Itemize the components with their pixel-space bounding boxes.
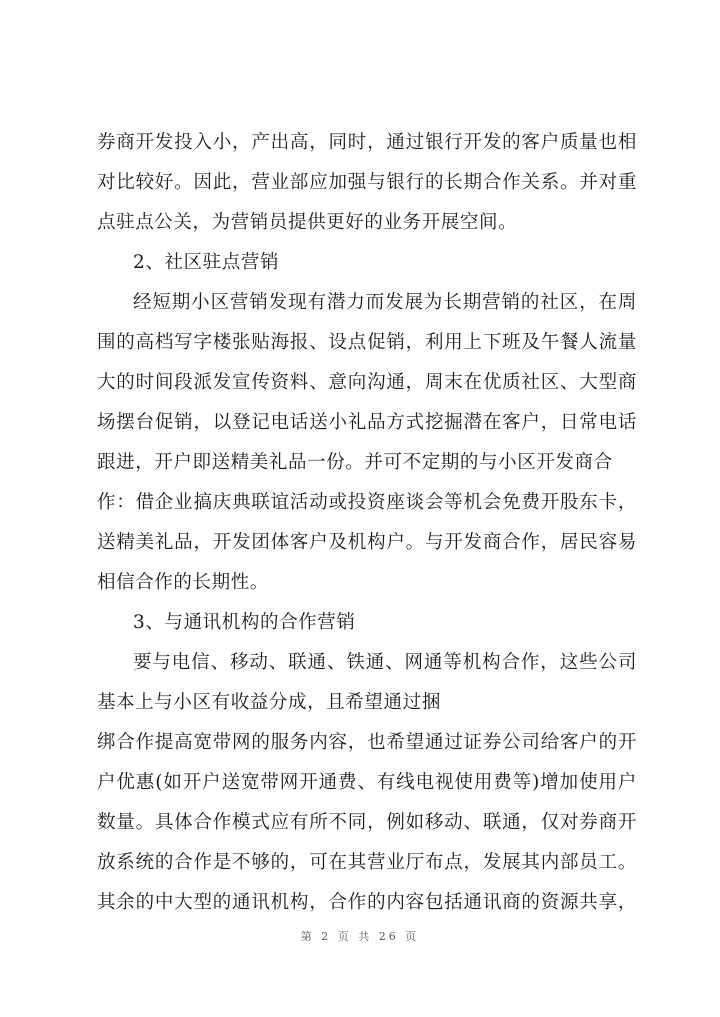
text-line-16: 绑合作提高宽带网的服务内容，也希望通过证券公司给客户的开 (97, 732, 637, 753)
text-line-5: 经短期小区营销发现有潜力而发展为长期营销的社区，在周 (133, 292, 637, 313)
text-line-1: 券商开发投入小，产出高，同时，通过银行开发的客户质量也相 (97, 132, 637, 153)
text-line-6: 围的高档写字楼张贴海报、设点促销，利用上下班及午餐人流量 (97, 332, 637, 353)
text-line-8: 场摆台促销，以登记电话送小礼品方式挖掘潜在客户，日常电话 (97, 412, 637, 433)
text-line-11: 送精美礼品，开发团体客户及机构户。与开发商合作，居民容易 (97, 532, 637, 553)
text-line-19: 放系统的合作是不够的，可在其营业厅布点，发展其内部员工。 (97, 852, 637, 873)
text-line-17: 户优惠(如开户送宽带网开通费、有线电视使用费等)增加使用户 (97, 772, 637, 793)
text-line-18: 数量。具体合作模式应有所不同，例如移动、联通，仅对券商开 (97, 812, 637, 833)
text-line-9: 跟进，开户即送精美礼品一份。并可不定期的与小区开发商合 (97, 452, 613, 473)
page-footer: 第 2 页 共 26 页 (300, 930, 420, 943)
text-line-2: 对比较好。因此，营业部应加强与银行的长期合作关系。并对重 (97, 172, 637, 193)
section-heading-3: 3、与通讯机构的合作营销 (133, 612, 356, 633)
text-line-10: 作：借企业搞庆典联谊活动或投资座谈会等机会免费开股东卡， (97, 492, 637, 513)
text-line-15: 基本上与小区有收益分成，且希望通过捆 (97, 692, 441, 713)
section-heading-2: 2、社区驻点营销 (133, 252, 280, 273)
text-line-7: 大的时间段派发宣传资料、意向沟通，周末在优质社区、大型商 (97, 372, 637, 393)
text-line-20: 其余的中大型的通讯机构，合作的内容包括通讯商的资源共享， (97, 892, 637, 913)
text-line-12: 相信合作的长期性。 (97, 572, 269, 593)
text-line-3: 点驻点公关，为营销员提供更好的业务开展空间。 (97, 212, 518, 233)
text-line-14: 要与电信、移动、联通、铁通、网通等机构合作，这些公司 (133, 652, 637, 673)
